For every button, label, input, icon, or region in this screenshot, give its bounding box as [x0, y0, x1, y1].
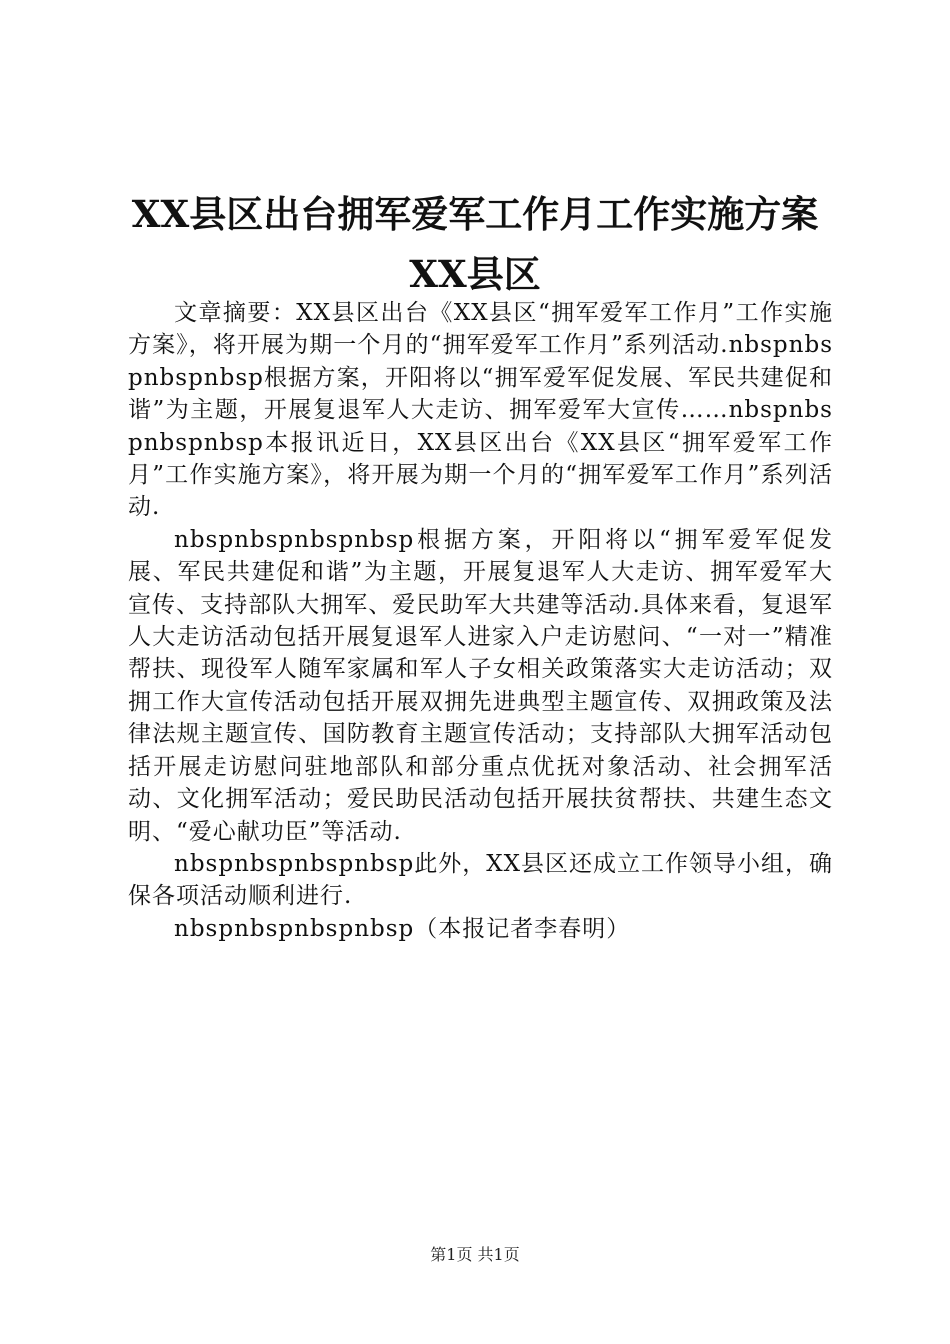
paragraph-abstract: 文章摘要：XX县区出台《XX县区“拥军爱军工作月”工作实施方案》，将开展为期一个月的“拥军爱军工作月”系列活动.nbspnbspnbspnbsp根据方案，开阳将以“拥军爱军促发展、军民共建促和谐”为主题，开展复退军人大走访、拥军爱军大宣传……nbspnbspnbspnbsp本报讯近日，XX县区出台《XX县区“拥军爱军工作月”工作实施方案》，将开展为期一个月的“拥军爱军工作月”系列活动.: [128, 300, 833, 521]
paragraph-reporter: nbspnbspnbspnbsp（本报记者李春明）: [174, 915, 631, 942]
paragraph-plan-details: nbspnbspnbspnbsp根据方案，开阳将以“拥军爱军促发展、军民共建促和谐”为主题，开展复退军人大走访、拥军爱军大宣传、支持部队大拥军、爱民助军大共建等活动.具体来看，复退军人大走访活动包括开展复退军人进家入户走访慰问、“一对一”精准帮扶、现役军人随军家属和军人子女相关政策落实大走访活动；双拥工作大宣传活动包括开展双拥先进典型主题宣传、双拥政策及法律法规主题宣传、国防教育主题宣传活动；支持部队大拥军活动包括开展走访慰问驻地部队和部分重点优抚对象活动、社会拥军活动、文化拥军活动；爱民助民活动包括开展扶贫帮扶、共建生态文明、“爱心献功臣”等活动.: [128, 526, 833, 845]
paragraph-leadership-group: nbspnbspnbspnbsp此外，XX县区还成立工作领导小组，确保各项活动顺利进行.: [128, 850, 833, 910]
document-title: XX县区出台拥军爱军工作月工作实施方案XX县区: [131, 192, 819, 296]
document-body: [128, 297, 833, 945]
page-footer: 第1页 共1页: [430, 1245, 520, 1264]
